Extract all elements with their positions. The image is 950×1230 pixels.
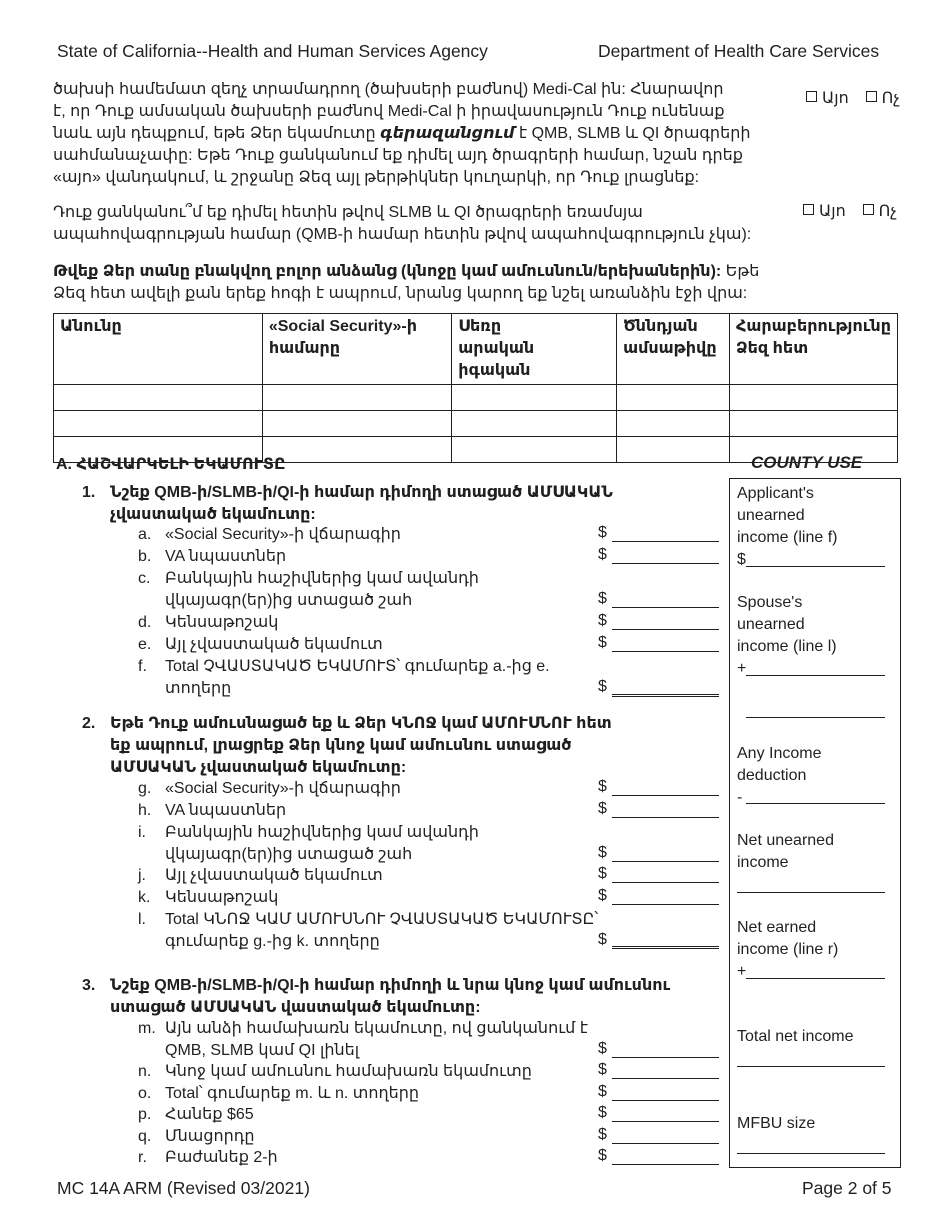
total-net-income-field[interactable] [737, 1066, 885, 1067]
spouse-unearned-label: Spouse's unearned income (line l) [737, 594, 837, 655]
line-m-field[interactable] [612, 1056, 719, 1058]
line-n-field[interactable] [612, 1077, 719, 1079]
item-label: Կենսաթոշակ [165, 614, 279, 631]
col-relationship-header: Հարաբերությունը Ձեզ հետ [729, 314, 897, 385]
line-p-field[interactable] [612, 1120, 719, 1122]
ssn-cell[interactable] [262, 411, 451, 437]
dollar-sign: $ [598, 778, 607, 795]
item-letter: d. [138, 614, 152, 631]
item-label: Կնոջ կամ ամուսնու համախառն եկամուտը [165, 1063, 532, 1080]
item-letter: i. [138, 824, 146, 841]
q3-number: 3. [82, 977, 96, 994]
dollar-sign: $ [598, 844, 607, 861]
relationship-cell[interactable] [729, 411, 897, 437]
dollar-sign: $ [598, 1061, 607, 1078]
line-c-field[interactable] [612, 606, 719, 608]
item-letter: n. [138, 1063, 152, 1080]
dollar-sign: $ [598, 931, 607, 948]
header-agency: State of California--Health and Human Services Agency [57, 41, 488, 61]
item-letter: c. [138, 570, 151, 587]
section-a-title: A. ՀԱՇՎԱՐԿԵԼԻ ԵԿԱՄՈՒՏԸ [56, 456, 286, 473]
line-l-field[interactable] [612, 945, 719, 949]
total-net-income-label: Total net income [737, 1028, 854, 1045]
dollar-sign: $ [737, 551, 746, 568]
yes-checkbox[interactable]: Այո [806, 90, 849, 107]
line-q-field[interactable] [612, 1142, 719, 1144]
household-table [53, 313, 898, 463]
item-label: Total՝ գումարեք m. և n. տողերը [165, 1085, 420, 1102]
header-department: Department of Health Care Services [598, 41, 880, 61]
intro-line: «այո» վանդակում, և շրջանը Ձեզ այլ թերթիկներ կուղարկի, որ Դուք լրացնեք: [53, 169, 700, 186]
item-letter: l. [138, 911, 146, 928]
item-label: VA նպաստներ [165, 802, 287, 819]
slmb-yes-no [803, 201, 897, 221]
table-header-row [54, 314, 898, 385]
intro-emphasis: գերազանցում [380, 125, 515, 142]
dollar-sign: $ [598, 1147, 607, 1164]
mfbu-size-label: MFBU size [737, 1115, 816, 1132]
applicant-unearned-field[interactable] [746, 566, 885, 567]
line-k-field[interactable] [612, 903, 719, 905]
minus-sign: - [737, 789, 743, 806]
line-a-field[interactable] [612, 540, 719, 542]
item-label: Total ՉՎԱՍՏԱԿԱԾ ԵԿԱՄՈՒՏ՝ գումարեք a.-ից e. տողերը [165, 658, 550, 697]
item-label: Այլ չվաստակած եկամուտ [165, 636, 383, 653]
item-letter: q. [138, 1128, 152, 1145]
dollar-sign: $ [598, 612, 607, 629]
page-number: Page 2 of 5 [802, 1178, 892, 1198]
household-instructions: Թվեք Ձեր տանը բնակվող բոլոր անձանց (կնոջը կամ ամուսնուն/երեխաներին): Եթե Ձեզ հետ ավելի քան երեք հոգի է ապրում, նրանց կարող եք նշել առանձին էջի վրա: [53, 261, 853, 305]
line-h-field[interactable] [612, 816, 719, 818]
spouse-unearned-field[interactable] [746, 675, 885, 676]
item-letter: f. [138, 658, 147, 675]
q3-title: Նշեք QMB-ի/SLMB-ի/QI-ի համար դիմողի և նրա կնոջ կամ ամուսնու ստացած ԱՄՍԱԿԱՆ վաստակած եկամուտը: [110, 977, 671, 1016]
dob-cell[interactable] [617, 437, 730, 463]
line-f-field[interactable] [612, 693, 719, 697]
subtotal-field[interactable] [746, 717, 885, 718]
item-label: Հանեք $65 [165, 1106, 254, 1123]
ssn-cell[interactable] [262, 437, 451, 463]
dollar-sign: $ [598, 678, 607, 695]
applicant-unearned-label: Applicant's unearned income (line f) [737, 485, 838, 546]
item-label: Բաժանեք 2-ի [165, 1149, 278, 1166]
dollar-sign: $ [598, 800, 607, 817]
col-name-header: Անունը [54, 314, 263, 385]
net-unearned-label: Net unearned income [737, 832, 834, 871]
county-use-title: COUNTY USE [751, 453, 863, 472]
line-g-field[interactable] [612, 794, 719, 796]
mfbu-size-field[interactable] [737, 1153, 885, 1154]
intro-line: ծախսի համեմատ զեղչ տրամադրող (ծախսերի բաժնով) Medi-Cal ին: Հնարավոր [53, 81, 724, 98]
item-letter: k. [138, 889, 151, 906]
item-label: Բանկային հաշիվներից կամ ավանդի վկայագր(եր)ից ստացած շահ [165, 570, 479, 609]
name-cell[interactable] [54, 411, 263, 437]
dollar-sign: $ [598, 1126, 607, 1143]
q1-title: Նշեք QMB-ի/SLMB-ի/QI-ի համար դիմողի ստացած ԱՄՍԱԿԱՆ չվաստակած եկամուտը: [110, 484, 613, 523]
col-dob-header: Ծննդյան ամսաթիվը [617, 314, 730, 385]
line-e-field[interactable] [612, 650, 719, 652]
dollar-sign: $ [598, 887, 607, 904]
q1-number: 1. [82, 484, 96, 501]
ssn-cell[interactable] [262, 385, 451, 411]
dob-cell[interactable] [617, 385, 730, 411]
net-earned-field[interactable] [746, 978, 885, 979]
relationship-cell[interactable] [729, 385, 897, 411]
slmb-line: ապահովագրության համար (QMB-ի համար հետին թվով ապահովագրություն չկա): [53, 226, 752, 243]
table-row [54, 385, 898, 411]
household-heading: Թվեք Ձեր տանը բնակվող բոլոր անձանց (կնոջը կամ ամուսնուն/երեխաներին): [53, 263, 722, 280]
name-cell[interactable] [54, 385, 263, 411]
item-label: VA նպաստներ [165, 548, 287, 565]
line-r-field[interactable] [612, 1163, 719, 1165]
net-unearned-field[interactable] [737, 892, 885, 893]
no-checkbox[interactable]: Ոչ [863, 203, 897, 220]
item-letter: m. [138, 1020, 156, 1037]
item-label: Այլ չվաստակած եկամուտ [165, 867, 383, 884]
sex-cell[interactable] [452, 385, 617, 411]
slmb-line: Դուք ցանկանու՞մ եք դիմել հետին թվով SLMB և QI ծրագրերի եռամսյա [53, 204, 643, 221]
intro-paragraph [53, 79, 773, 189]
sex-cell[interactable] [452, 411, 617, 437]
item-label: Total ԿՆՈՋ ԿԱՄ ԱՄՈՒՍՆՈՒ ՉՎԱՍՏԱԿԱԾ ԵԿԱՄՈՒՏԸ՝ գումարեք g.-ից k. տողերը [165, 911, 599, 950]
line-i-field[interactable] [612, 860, 719, 862]
intro-line: սահմանաչափը: Եթե Դուք ցանկանում եք դիմել այդ ծրագրերի համար, նշան դրեք [53, 147, 743, 164]
sex-cell[interactable] [452, 437, 617, 463]
item-letter: p. [138, 1106, 152, 1123]
q2-number: 2. [82, 715, 96, 732]
income-deduction-label: Any Income deduction [737, 745, 822, 784]
dollar-sign: $ [598, 546, 607, 563]
table-row [54, 411, 898, 437]
form-number: MC 14A ARM (Revised 03/2021) [57, 1178, 310, 1198]
item-letter: r. [138, 1149, 147, 1166]
plus-sign: + [737, 963, 747, 980]
county-use-box [729, 478, 901, 1168]
col-ssn-header: «Social Security»-ի համարը [262, 314, 451, 385]
income-deduction-field[interactable] [746, 803, 885, 804]
dollar-sign: $ [598, 1104, 607, 1121]
dollar-sign: $ [598, 524, 607, 541]
dollar-sign: $ [598, 865, 607, 882]
item-letter: a. [138, 526, 152, 543]
item-letter: e. [138, 636, 152, 653]
item-label: Այն անձի համախառն եկամուտը, ով ցանկանում է QMB, SLMB կամ QI լինել [165, 1020, 588, 1059]
dollar-sign: $ [598, 1083, 607, 1100]
q2-title: Եթե Դուք ամուսնացած եք և Ձեր ԿՆՈՋ կամ ԱՄՈՒՍՆՈՒ հետ եք ապրում, լրացրեք Ձեր կնոջ կամ ամուսնու ստացած ԱՄՍԱԿԱՆ չվաստակած եկամուտը: [110, 715, 612, 776]
dollar-sign: $ [598, 634, 607, 651]
yes-checkbox[interactable]: Այո [803, 203, 846, 220]
item-label: Բանկային հաշիվներից կամ ավանդի վկայագր(եր)ից ստացած շահ [165, 824, 479, 863]
item-letter: g. [138, 780, 152, 797]
item-letter: h. [138, 802, 152, 819]
item-label: «Social Security»-ի վճարագիր [165, 526, 401, 543]
dollar-sign: $ [598, 590, 607, 607]
net-earned-label: Net earned income (line r) [737, 919, 839, 958]
line-d-field[interactable] [612, 628, 719, 630]
intro-yes-no [806, 88, 900, 108]
dollar-sign: $ [598, 1040, 607, 1057]
item-letter: b. [138, 548, 152, 565]
household-line: Ձեզ հետ ավելի քան երեք հոգի է ապրում, նրանց կարող եք նշել առանձին էջի վրա: [53, 285, 748, 302]
line-b-field[interactable] [612, 562, 719, 564]
col-sex-header: Սեռը արական իգական [452, 314, 617, 385]
no-checkbox[interactable]: Ոչ [866, 90, 900, 107]
plus-sign: + [737, 660, 747, 677]
line-j-field[interactable] [612, 881, 719, 883]
intro-line: է, որ Դուք ամսական ծախսերի բաժնով Medi-Cal ի իրավասություն Դուք ունենաք [53, 103, 725, 120]
item-label: Կենսաթոշակ [165, 889, 279, 906]
item-label: «Social Security»-ի վճարագիր [165, 780, 401, 797]
line-o-field[interactable] [612, 1099, 719, 1101]
dob-cell[interactable] [617, 411, 730, 437]
item-letter: j. [138, 867, 146, 884]
item-letter: o. [138, 1085, 152, 1102]
item-label: Մնացորդը [165, 1128, 255, 1145]
slmb-question [53, 202, 773, 246]
intro-line: նաև այն դեպքում, եթե Ձեր եկամուտը գերազանցում է QMB, SLMB և QI ծրագրերի [53, 125, 751, 142]
